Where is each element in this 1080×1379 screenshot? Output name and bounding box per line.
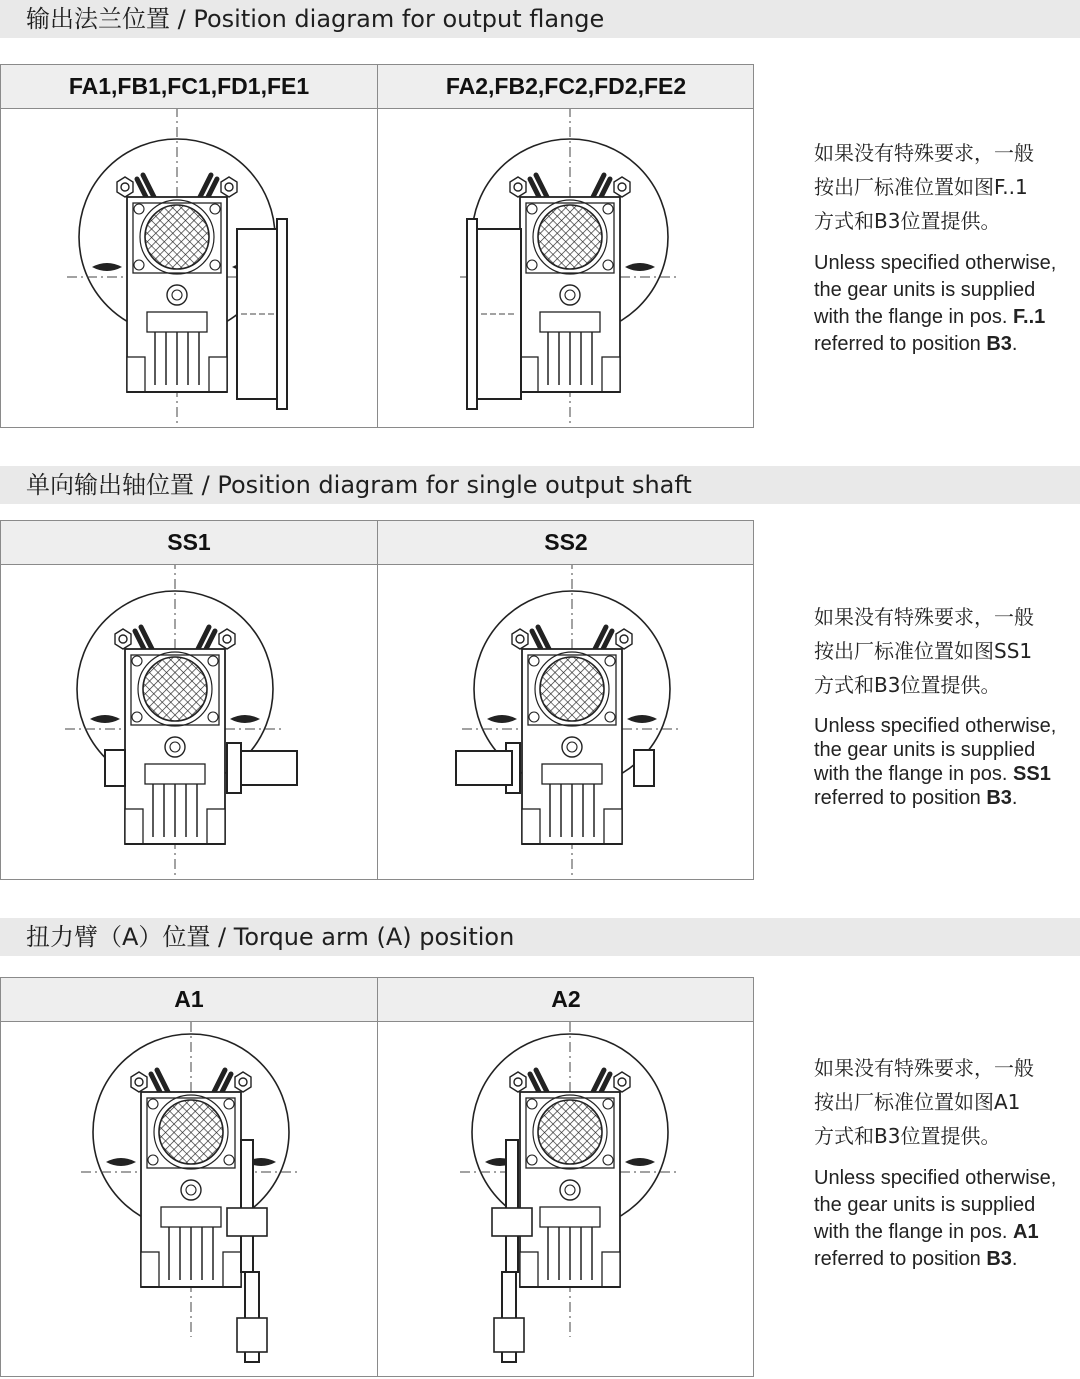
note-en [814, 1165, 1076, 1273]
note-en-bold: F..1 [1013, 306, 1046, 328]
note-cn-line: 如果没有特殊要求，一般 [814, 141, 1034, 165]
note-cn-line: 按出厂标准位置如图SS1 [814, 639, 1033, 663]
note-en-line [814, 304, 1076, 331]
column-header: A2 [551, 986, 581, 1012]
note-en-bold: B3 [986, 1248, 1012, 1270]
note-en-text: . [1011, 333, 1018, 355]
note-cn-line: 方式和B3位置提供。 [814, 1124, 1001, 1148]
column-header: SS2 [544, 529, 588, 555]
note-cn-line: 如果没有特殊要求，一般 [814, 1056, 1034, 1080]
section-title: 单向输出轴位置 / Position diagram for single output shaft [0, 466, 1080, 504]
note-en-text: referred to position [814, 333, 987, 355]
position-table [0, 64, 754, 428]
note-cn-line: 方式和B3位置提供。 [814, 209, 1001, 233]
note-en-line [814, 331, 1076, 358]
note-cn-line: 按出厂标准位置如图F..1 [814, 175, 1028, 199]
note-cn-line: 按出厂标准位置如图A1 [814, 1090, 1021, 1114]
note-en-line [814, 1219, 1076, 1246]
note-en-line: Unless specified otherwise, [814, 1167, 1057, 1189]
column-header: A1 [174, 986, 204, 1012]
note-en-text: . [1011, 787, 1018, 809]
position-table [0, 520, 754, 880]
note-en-bold: B3 [986, 333, 1012, 355]
note-en-line [814, 762, 1076, 786]
note-en [814, 250, 1076, 358]
diagram-fa2 [378, 109, 754, 427]
note-en-line: Unless specified otherwise, [814, 252, 1057, 274]
note-en-text: with the flange in pos. [814, 1221, 1014, 1243]
diagram-ss1 [1, 565, 377, 879]
note-en-text: with the flange in pos. [814, 306, 1014, 328]
diagram-a2 [378, 1022, 754, 1376]
note-en-bold: SS1 [1013, 763, 1051, 785]
note-en [814, 714, 1076, 810]
note-en-line: Unless specified otherwise, [814, 715, 1057, 737]
column-header: FA1,FB1,FC1,FD1,FE1 [68, 73, 310, 99]
note-en-line: the gear units is supplied [814, 279, 1036, 301]
section-title: 扭力臂（A）位置 / Torque arm (A) position [0, 918, 1080, 956]
column-header: FA2,FB2,FC2,FD2,FE2 [445, 73, 687, 99]
section-title: 输出法兰位置 / Position diagram for output flange [0, 0, 1080, 38]
note-cn-line: 如果没有特殊要求，一般 [814, 605, 1034, 629]
note-single-shaft [814, 600, 1076, 810]
position-table [0, 977, 754, 1377]
note-en-text: referred to position [814, 787, 987, 809]
note-en-text: . [1011, 1248, 1018, 1270]
note-en-line [814, 786, 1076, 810]
note-en-line [814, 1246, 1076, 1273]
note-en-line: the gear units is supplied [814, 1194, 1036, 1216]
note-en-line: the gear units is supplied [814, 739, 1036, 761]
note-en-bold: A1 [1013, 1221, 1039, 1243]
diagram-fa1 [1, 109, 377, 427]
note-torque-arm [814, 1051, 1076, 1273]
note-en-text: with the flange in pos. [814, 763, 1014, 785]
column-header: SS1 [167, 529, 211, 555]
diagram-ss2 [378, 565, 754, 879]
note-cn-line: 方式和B3位置提供。 [814, 673, 1001, 697]
diagram-a1 [1, 1022, 377, 1376]
note-en-text: referred to position [814, 1248, 987, 1270]
note-en-bold: B3 [986, 787, 1012, 809]
note-output-flange [814, 136, 1076, 358]
